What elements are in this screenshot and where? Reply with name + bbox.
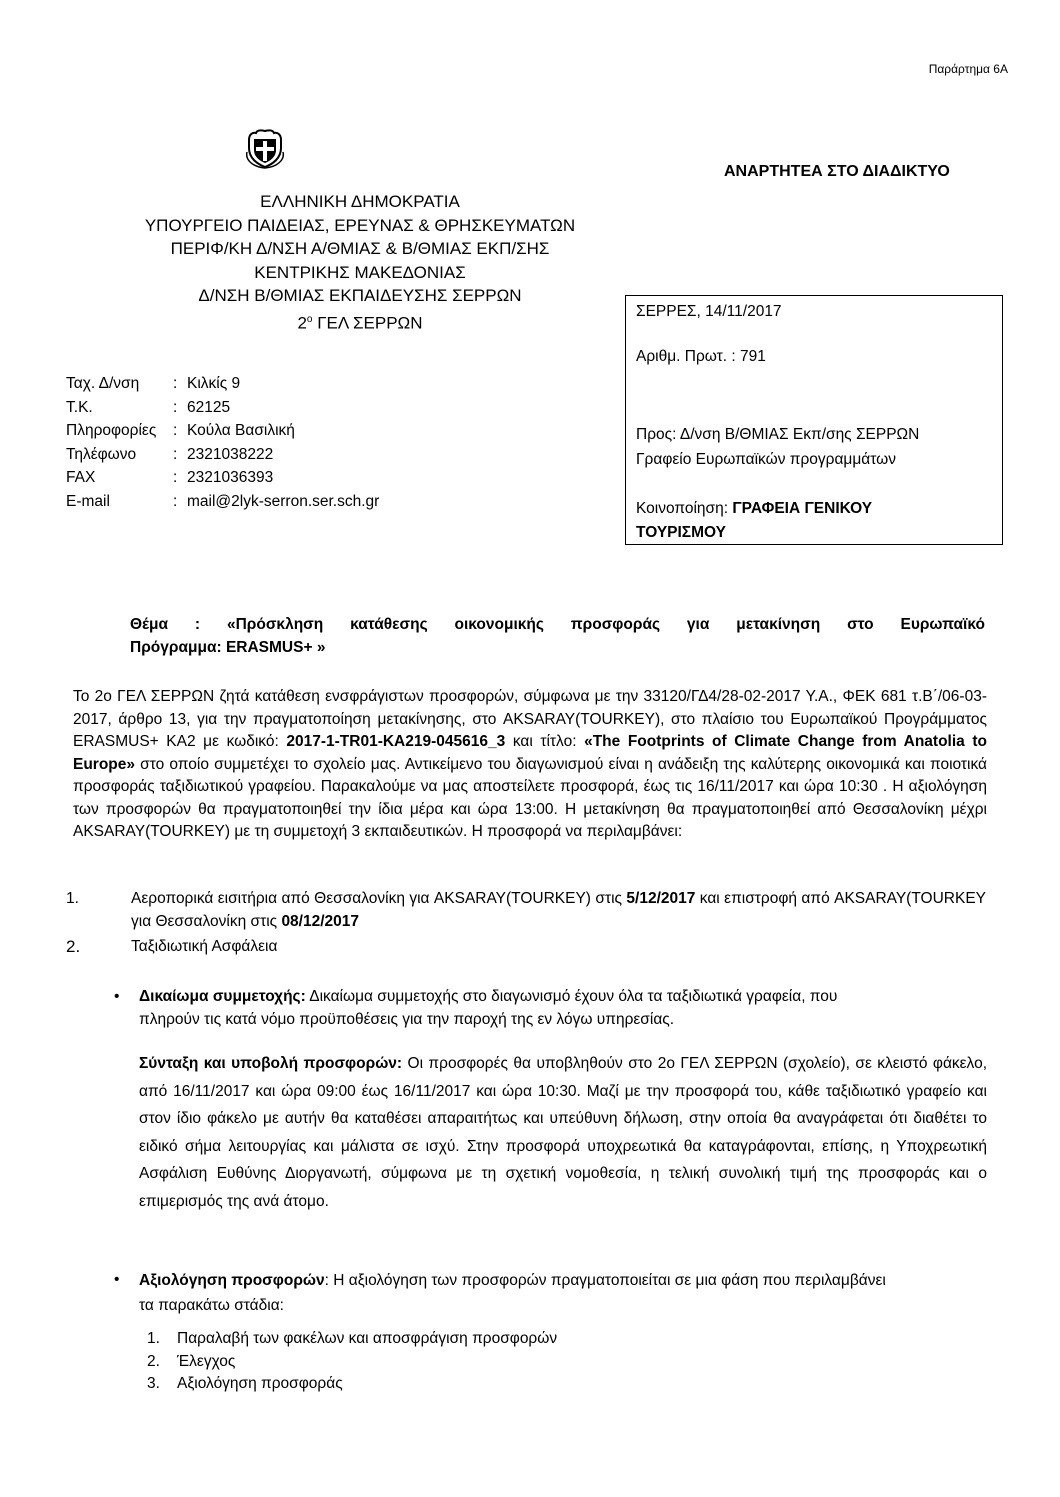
contact-value: 2321036393 — [187, 469, 274, 486]
recipient-line: Προς: Δ/νση Β/ΘΜΙΑΣ Εκπ/σης ΣΕΡΡΩΝ — [636, 426, 920, 443]
annex-label: Παράρτημα 6Α — [928, 62, 1008, 76]
subject-word: Ευρωπαϊκό — [900, 616, 985, 633]
contact-row: Ταχ. Δ/νση : Κιλκίς 9 — [66, 372, 379, 396]
intro-text: στο οποίο συμμετέχει το σχολείο μας. Αντικείμενο του διαγωνισμού είναι η ανάδειξη της καλύτερης οικονομικά και ποιοτικά προσφοράς ταξιδιωτικού γραφείου. Παρακαλούμε να μας αποστείλετε προσφορά, έως τις 16/11/2017 και ώρα 10:30 . Η αξιολόγηση των προσφορών θα πραγματοποιηθεί την ίδια μέρα και ώρα 13:00. Η μετακίνηση θα πραγματοποιηθεί από Θεσσαλονίκη μέχρι AKSARAY(TOURKEY) με τη συμμετοχή 3 εκπαιδευτικών. Η προσφορά να περιλαμβάνει: — [73, 755, 987, 840]
contact-row: E-mail : mail@2lyk-serron.ser.sch.gr — [66, 490, 379, 514]
evaluation-label: Αξιολόγηση προσφορών — [139, 1272, 325, 1289]
subject-line — [130, 613, 985, 636]
list-text: Αεροπορικά εισιτήρια από Θεσσαλονίκη για AKSARAY(TOURKEY) στις 5/12/2017 και επιστροφή από AKSARAY(TOURKEY για Θεσσαλονίκη στις 08/12/2017 — [131, 890, 986, 930]
subject-word: στο — [847, 616, 874, 633]
subject-word: οικονομικής — [454, 616, 544, 633]
header-line: $2^o$ ΓΕΛ ΣΕΡΡΩΝ — [297, 313, 423, 333]
recipient-box — [625, 295, 1003, 545]
subject-word: «Πρόσκληση — [226, 616, 324, 633]
subject-word: μετακίνηση — [736, 616, 821, 633]
submission-text: Οι προσφορές θα υποβληθούν στο 2ο ΓΕΛ ΣΕΡΡΩΝ (σχολείο), σε κλειστό φάκελο, από 16/11/2017 και ώρα 09:00 έως 16/11/2017 και ώρα 10:30. Μαζί με την προσφορά του, κάθε ταξιδιωτικό γραφείο και στον ίδιο φάκελο με αυτήν θα καταθέσει απαραιτήτως και υπεύθυνη δήλωση, στην οποία θα αναγράφεται ότι διαθέτει το ειδικό σήμα λειτουργίας και μάλιστα σε ισχύ. Στην προσφορά υποχρεωτικά θα καταγράφονται, επίσης, η Υποχρεωτική Ασφάλιση Ευθύνης Διοργανωτή, σύμφωνα με τη σχετική νομοθεσία, η τελική συνολική τιμή της προσφοράς και ο επιμερισμός της ανά άτομο. — [139, 1055, 988, 1210]
contact-value: 62125 — [187, 398, 231, 416]
contact-key: E-mail — [66, 492, 110, 510]
program-code: 2017-1-TR01-KA219-045616_3 — [286, 733, 506, 750]
list-item: 3. Αξιολόγηση προσφοράς — [147, 1375, 343, 1392]
contact-value: Κιλκίς 9 — [187, 375, 241, 392]
list-number: 1. — [66, 890, 79, 907]
contact-key: Ταχ. Δ/νση — [66, 375, 140, 392]
participation-text: Δικαίωμα συμμετοχής στο διαγωνισμό έχουν όλα τα ταξιδιωτικά γραφεία, που πληρούν τις κατά νόμο προϋποθέσεις για την παροχή της εν λόγω υπηρεσίας. — [139, 988, 838, 1028]
program-title: «The Footprints of Climate Change from Anatolia to Europe» — [73, 733, 987, 773]
header-line: ΚΕΝΤΡΙΚΗΣ ΜΑΚΕΔΟΝΙΑΣ — [254, 262, 466, 282]
header-line: ΠΕΡΙΦ/ΚΗ Δ/ΝΣΗ Α/ΘΜΙΑΣ & Β/ΘΜΙΑΣ ΕΚΠ/ΣΗΣ — [170, 239, 550, 258]
evaluation-paragraph — [139, 1268, 899, 1318]
contact-value: Κούλα Βασιλική — [187, 422, 295, 439]
list-item: 1. Παραλαβή των φακέλων και αποσφράγιση προσφορών — [147, 1330, 558, 1347]
contact-key: Πληροφορίες — [66, 422, 157, 439]
list-item — [66, 935, 277, 958]
letterhead — [60, 190, 660, 335]
evaluation-text: : Η αξιολόγηση των προσφορών πραγματοποιείται σε μια φάση που περιλαμβάνει τα παρακάτω στάδια: — [139, 1272, 886, 1314]
contact-row: FAX : 2321036393 — [66, 466, 379, 490]
participation-label: Δικαίωμα συμμετοχής: — [139, 988, 306, 1005]
contact-row: Τ.Κ. : 62125 — [66, 396, 379, 420]
evaluation-steps — [147, 1328, 557, 1396]
subject-word: προσφοράς — [570, 616, 661, 633]
greek-coat-of-arms-icon — [243, 126, 287, 170]
recipient-line: Γραφείο Ευρωπαϊκών προγραμμάτων — [636, 451, 896, 468]
bullet-icon: • — [114, 988, 120, 1005]
intro-text: Το 2ο ΓΕΛ ΣΕΡΡΩΝ ζητά κατάθεση ενσφράγιστων προσφορών, σύμφωνα με την 33120/ΓΔ4/28-02-2017 Υ.Α., ΦΕΚ 681 τ.Β΄/06-03-2017, άρθρο 13, για την πραγματοποίηση μετακίνησης, στο AKSARAY(TOURKEY), στο πλαίσιο του Ευρωπαϊκού Προγράμματος ERASMUS+ KA2 με κωδικό: — [73, 688, 987, 750]
subject-line: Πρόγραμμα: ERASMUS+ » — [130, 639, 326, 656]
cc-value: ΤΟΥΡΙΣΜΟΥ — [636, 524, 726, 541]
cc-line — [636, 500, 872, 518]
contact-row: Πληροφορίες : Κούλα Βασιλική — [66, 419, 379, 443]
contact-key: Τ.Κ. — [66, 398, 93, 416]
participation-paragraph — [139, 985, 899, 1031]
subject — [130, 613, 985, 659]
cc-value: ΓΡΑΦΕΙΑ ΓΕΝΙΚΟΥ — [732, 500, 873, 517]
post-notice: ΑΝΑΡΤΗΤΕΑ ΣΤΟ ΔΙΑΔΙΚΤΥΟ — [724, 163, 950, 180]
contact-info — [66, 372, 379, 513]
header-line: ΕΛΛΗΝΙΚΗ ΔΗΜΟΚΡΑΤΙΑ — [260, 192, 460, 211]
contact-email: mail@2lyk-serron.ser.sch.gr — [187, 492, 380, 510]
list-item: 2. Έλεγχος — [147, 1352, 236, 1370]
header-line: ΥΠΟΥΡΓΕΙΟ ΠΑΙΔΕΙΑΣ, ΕΡΕΥΝΑΣ & ΘΡΗΣΚΕΥΜΑΤΩΝ — [144, 215, 576, 235]
date: ΣΕΡΡΕΣ, 14/11/2017 — [636, 303, 782, 320]
subject-word: κατάθεσης — [350, 616, 428, 633]
submission-label: Σύνταξη και υποβολή προσφορών: — [139, 1055, 403, 1072]
intro-paragraph — [73, 686, 987, 844]
cc-label: Κοινοποίηση: — [636, 500, 733, 517]
subject-word: : — [194, 616, 201, 633]
contact-key: FAX — [66, 469, 96, 486]
submission-paragraph — [139, 1050, 987, 1216]
intro-text: και τίτλο: — [505, 733, 585, 750]
protocol-number: Αριθμ. Πρωτ. : 791 — [636, 348, 766, 365]
contact-key: Τηλέφωνο — [66, 445, 137, 463]
list-text: Ταξιδιωτική Ασφάλεια — [131, 938, 278, 955]
subject-word: Θέμα — [130, 616, 169, 633]
header-line: Δ/ΝΣΗ Β/ΘΜΙΑΣ ΕΚΠΑΙΔΕΥΣΗΣ ΣΕΡΡΩΝ — [198, 286, 522, 305]
list-item — [66, 887, 986, 933]
contact-row: Τηλέφωνο : 2321038222 — [66, 443, 379, 467]
list-number: 2. — [66, 937, 81, 956]
contact-value: 2321038222 — [187, 445, 274, 463]
subject-word: για — [686, 616, 710, 633]
bullet-icon: • — [114, 1271, 120, 1288]
